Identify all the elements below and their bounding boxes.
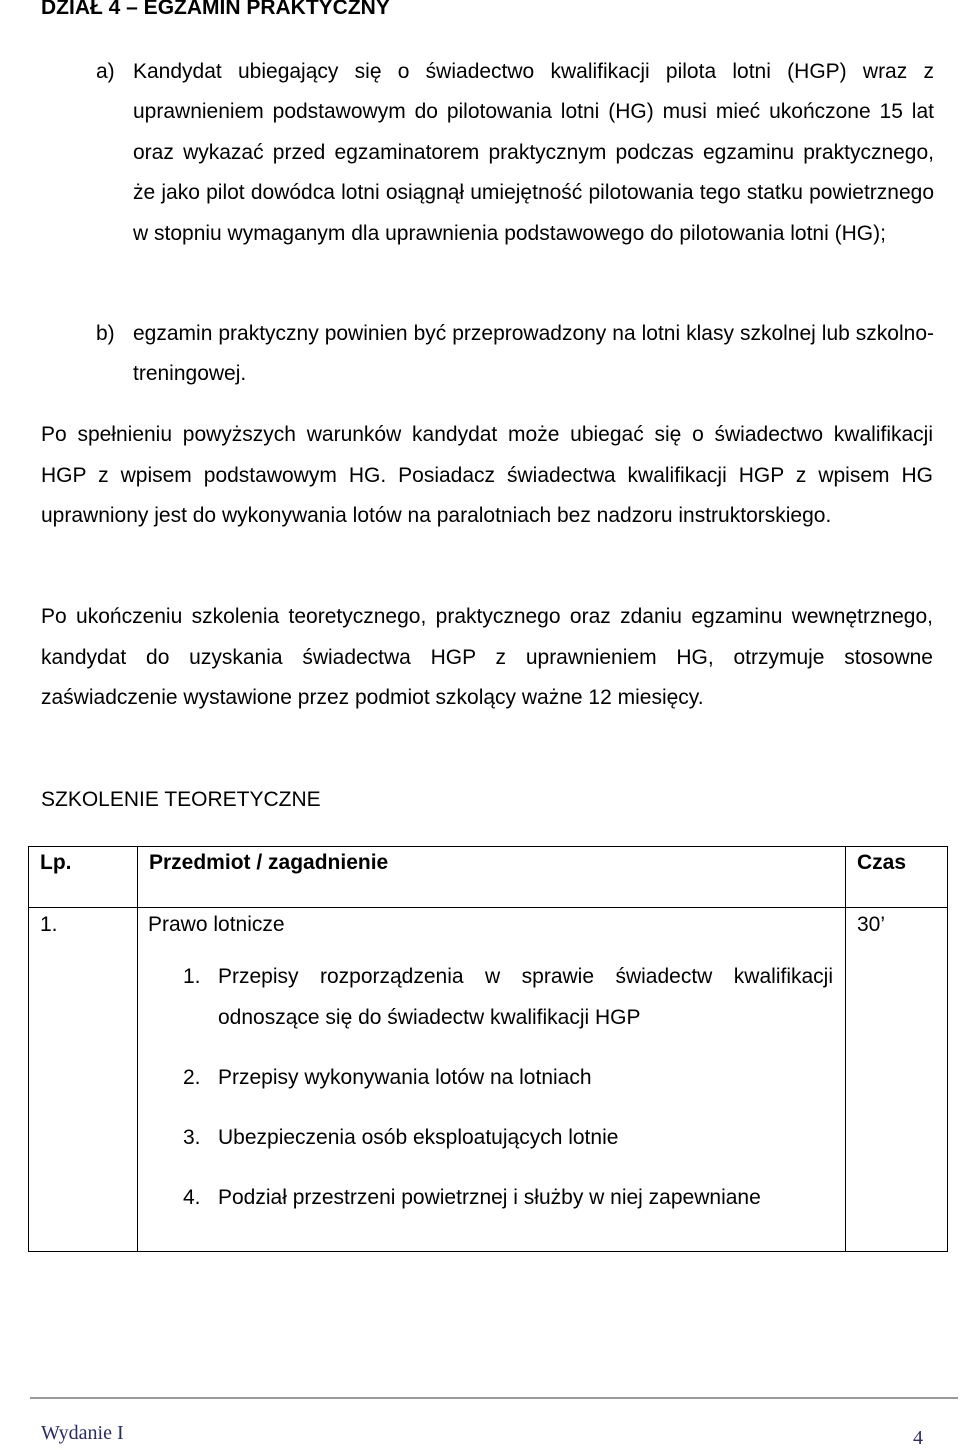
condition-marker: a) (96, 60, 115, 83)
header-subject: Przedmiot / zagadnienie (138, 847, 846, 908)
page-number: 4 (913, 1427, 923, 1449)
header-time: Czas (846, 847, 948, 908)
footer-edition: Wydanie I (41, 1422, 124, 1444)
condition-item-b (96, 314, 934, 395)
row-lp: 1. (29, 908, 138, 1252)
table-header-row (29, 847, 948, 908)
table-row (29, 908, 948, 1252)
condition-item-a (96, 52, 934, 254)
condition-text: Kandydat ubiegający się o świadectwo kwalifikacji pilota lotni (HGP) wraz z uprawnieniem podstawowym do pilotowania lotni (HG) musi mieć ukończone 15 lat oraz wykazać przed egzaminatorem praktycznym podczas egzaminu praktycznego, że jako pilot dowódca lotni osiągnął umiejętność pilotowania tego statku powietrznego w stopniu wymaganym dla uprawnienia podstawowego do pilotowania lotni (HG); (133, 60, 934, 245)
subject-title: Prawo lotnicze (148, 913, 285, 936)
row-time: 30’ (846, 908, 948, 1252)
list-item: 1. Przepisy rozporządzenia w sprawie świadectw kwalifikacji odnoszące się do świadectw kwalifikacji HGP (183, 965, 833, 1029)
section-heading: DZIAŁ 4 – EGZAMIN PRAKTYCZNY (41, 0, 390, 19)
row-subject (138, 908, 846, 1252)
footer-divider (30, 1397, 958, 1399)
syllabus-table (28, 846, 948, 1252)
list-item: 4. Podział przestrzeni powietrznej i służby w niej zapewniane (183, 1186, 761, 1209)
paragraph-certificate: Po spełnieniu powyższych warunków kandydat może ubiegać się o świadectwo kwalifikacji HGP z wpisem podstawowym HG. Posiadacz świadectwa kwalifikacji HGP z wpisem HG uprawniony jest do wykonywania lotów na paralotniach bez nadzoru instruktorskiego. (41, 423, 933, 528)
condition-text: egzamin praktyczny powinien być przeprowadzony na lotni klasy szkolnej lub szkolno-treningowej. (133, 322, 934, 386)
topic-list (138, 956, 845, 1218)
list-item: 2. Przepisy wykonywania lotów na lotniach (183, 1066, 592, 1089)
section-title-theory: SZKOLENIE TEORETYCZNE (41, 788, 321, 811)
paragraph-training-completion: Po ukończeniu szkolenia teoretycznego, praktycznego oraz zdaniu egzaminu wewnętrznego, kandydat do uzyskania świadectwa HGP z uprawnieniem HG, otrzymuje stosowne zaświadczenie wystawione przez podmiot szkolący ważne 12 miesięcy. (41, 605, 933, 710)
header-lp: Lp. (29, 847, 138, 908)
condition-marker: b) (96, 322, 115, 345)
list-item: 3. Ubezpieczenia osób eksploatujących lotnie (183, 1126, 619, 1149)
